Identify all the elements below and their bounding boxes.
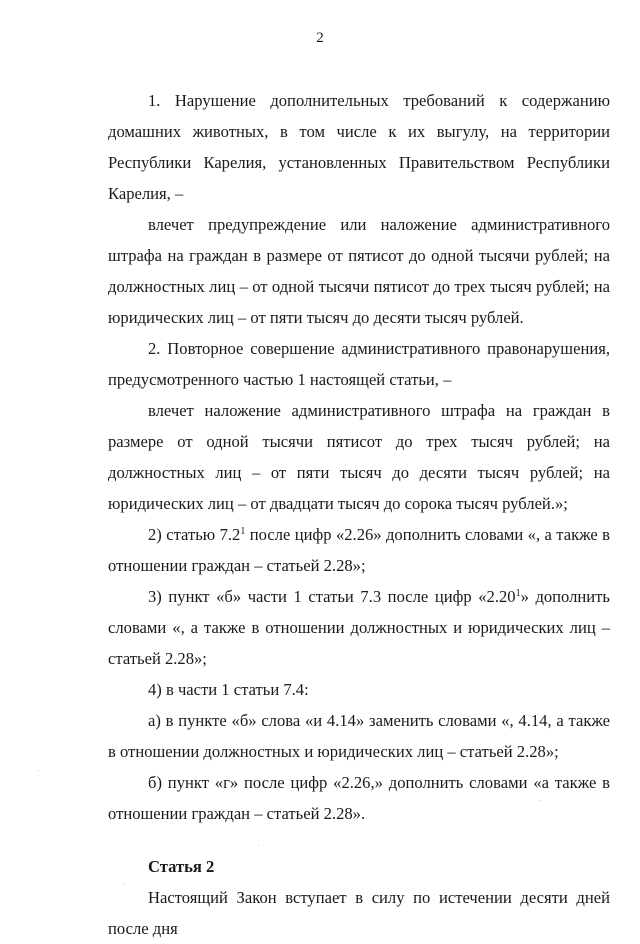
article-heading: Статья 2	[148, 857, 215, 876]
paragraph-item-4a: а) в пункте «б» слова «и 4.14» заменить словами «, 4.14, а также в отношении должностных и юридических лиц – статьей 2.28»;	[108, 711, 610, 761]
document-body	[108, 85, 610, 944]
scan-speck	[540, 800, 541, 801]
paragraph-item-2: 2) статью $7.2^1$ после цифр «2.26» дополнить словами «, а также в отношении граждан – статьей 2.28»;	[108, 525, 610, 575]
paragraph-item-4b: б) пункт «г» после цифр «2.26,» дополнить словами «а также в отношении граждан – статьей 2.28».	[108, 773, 610, 823]
scan-speck	[124, 884, 125, 885]
article-text: Настоящий Закон вступает в силу по истечении десяти дней после дня	[108, 888, 610, 938]
paragraph-violation: 1. Нарушение дополнительных требований к содержанию домашних животных, в том числе к их выгулу, на территории Республики Карелия, установленных Правительством Республики Карелия, –	[108, 91, 610, 203]
paragraph-item-3: 3) пункт «б» части 1 статьи 7.3 после цифр «2.20$^1$» дополнить словами «, а также в отношении должностных и юридических лиц – статьей 2.28»;	[108, 587, 611, 668]
paragraph-repeat-penalty: влечет наложение административного штрафа на граждан в размере от одной тысячи пятисот до трех тысяч рублей; на должностных лиц – от пяти тысяч до десяти тысяч рублей; на юридических лиц – от двадцати тысяч до сорока тысяч рублей.»;	[108, 401, 610, 513]
paragraph-repeat-violation: 2. Повторное совершение административного правонарушения, предусмотренного частью 1 настоящей статьи, –	[108, 339, 610, 389]
scan-speck	[258, 845, 259, 846]
scan-speck	[38, 770, 39, 771]
paragraph-item-4: 4) в части 1 статьи 7.4:	[148, 680, 309, 699]
paragraph-penalty: влечет предупреждение или наложение административного штрафа на граждан в размере от пятисот до одной тысячи рублей; на должностных лиц – от одной тысячи пятисот до трех тысяч рублей; на юридических лиц – от пяти тысяч до десяти тысяч рублей.	[108, 215, 610, 327]
page-number: 2	[316, 30, 324, 46]
